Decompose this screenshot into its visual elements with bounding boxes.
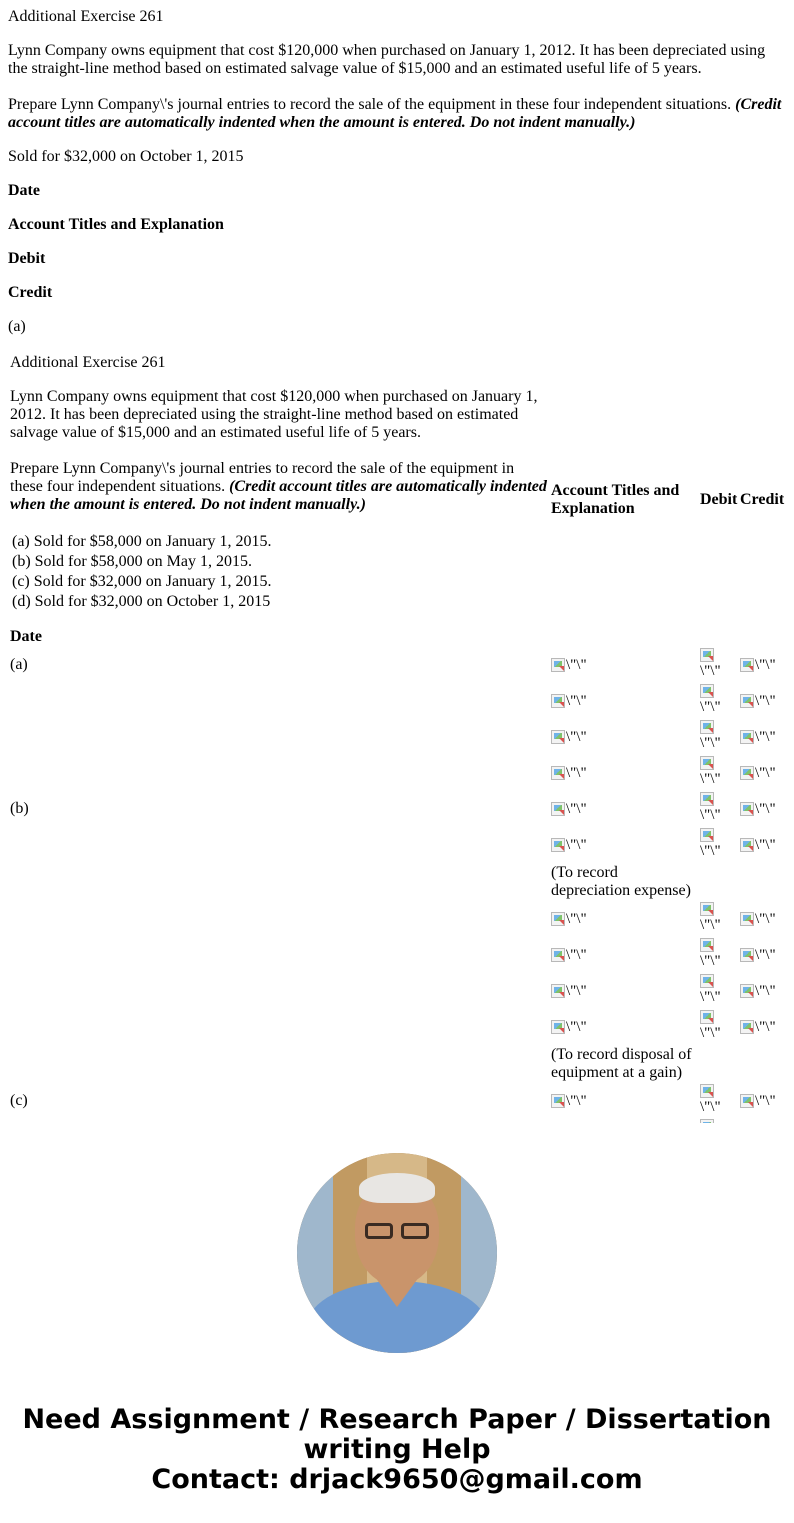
row-label-c: (c) bbox=[10, 1092, 28, 1109]
inner-intro: Lynn Company owns equipment that cost $120,000 when purchased on January 1, 2012. It has been depreciated using the straight-line method based on estimated salvage value of $15,000 and an estimated useful life of 5 years. bbox=[10, 388, 538, 441]
account-title-input[interactable]: \"\" bbox=[551, 693, 587, 709]
credit-input[interactable]: \"\" bbox=[740, 1093, 776, 1109]
account-title-input[interactable]: \"\" bbox=[551, 837, 587, 853]
debit-input[interactable]: \"\" bbox=[700, 1084, 724, 1114]
outer-instructions-plain: Prepare Lynn Company\'s journal entries to record the sale of the equipment in these four independent situations. bbox=[8, 96, 736, 113]
debit-input[interactable]: \"\" bbox=[700, 938, 724, 968]
account-title-input[interactable]: \"\" bbox=[551, 983, 587, 999]
inner-col-credit: Credit bbox=[740, 491, 785, 508]
situation-c: (c) Sold for $32,000 on January 1, 2015. bbox=[12, 573, 272, 590]
debit-input[interactable]: \"\" bbox=[700, 684, 724, 714]
credit-input[interactable]: \"\" bbox=[740, 801, 776, 817]
situations-list bbox=[12, 532, 272, 612]
credit-input[interactable]: \"\" bbox=[740, 1019, 776, 1035]
outer-row-label-a: (a) bbox=[8, 318, 26, 335]
row-label-b: (b) bbox=[10, 800, 29, 817]
inner-instructions-emphasis: (Credit account titles are automatically indented when the amount is entered. Do not indent manually.) bbox=[10, 478, 547, 513]
debit-input[interactable]: \"\" bbox=[700, 756, 724, 786]
inner-title: Additional Exercise 261 bbox=[10, 354, 166, 371]
outer-intro: Lynn Company owns equipment that cost $120,000 when purchased on January 1, 2012. It has been depreciated using the straight-line method based on estimated salvage value of $15,000 and an estimated useful life of 5 years. bbox=[8, 42, 766, 77]
author-avatar bbox=[297, 1153, 497, 1353]
outer-col-date: Date bbox=[8, 182, 40, 199]
debit-input[interactable]: \"\" bbox=[700, 648, 724, 678]
inner-col-account: Account Titles and Explanation bbox=[551, 482, 680, 517]
outer-situation: Sold for $32,000 on October 1, 2015 bbox=[8, 148, 244, 165]
outer-col-credit: Credit bbox=[8, 284, 53, 301]
outer-col-debit: Debit bbox=[8, 250, 46, 267]
credit-input[interactable]: \"\" bbox=[740, 693, 776, 709]
credit-input[interactable]: \"\" bbox=[740, 947, 776, 963]
row-label-a: (a) bbox=[10, 656, 28, 673]
inner-instructions bbox=[10, 460, 550, 514]
promo-contact: Contact: drjack9650@gmail.com bbox=[151, 1464, 643, 1495]
outer-col-account: Account Titles and Explanation bbox=[8, 216, 224, 233]
outer-instructions-emphasis: (Credit account titles are automatically indented when the amount is entered. Do not indent manually.) bbox=[8, 96, 782, 131]
credit-input[interactable]: \"\" bbox=[740, 729, 776, 745]
account-title-input[interactable]: \"\" bbox=[551, 765, 587, 781]
account-title-input[interactable]: \"\" bbox=[551, 1019, 587, 1035]
credit-input[interactable]: \"\" bbox=[740, 911, 776, 927]
credit-input[interactable]: \"\" bbox=[740, 983, 776, 999]
account-title-input[interactable]: \"\" bbox=[551, 1093, 587, 1109]
debit-input[interactable]: \"\" bbox=[700, 902, 724, 932]
account-title-input[interactable]: \"\" bbox=[551, 729, 587, 745]
promo-line-2: writing Help bbox=[303, 1434, 491, 1465]
promo-line-1: Need Assignment / Research Paper / Dissertation bbox=[22, 1404, 772, 1435]
outer-title: Additional Exercise 261 bbox=[8, 8, 164, 25]
account-title-input[interactable]: \"\" bbox=[551, 947, 587, 963]
account-title-input[interactable]: \"\" bbox=[551, 657, 587, 673]
debit-input[interactable] bbox=[700, 1119, 724, 1123]
avatar-glasses bbox=[363, 1223, 433, 1241]
credit-input[interactable]: \"\" bbox=[740, 765, 776, 781]
debit-input[interactable]: \"\" bbox=[700, 1010, 724, 1040]
debit-input[interactable]: \"\" bbox=[700, 720, 724, 750]
note-disposal: (To record disposal of equipment at a gain) bbox=[551, 1046, 692, 1081]
debit-input[interactable]: \"\" bbox=[700, 828, 724, 858]
inner-instructions-plain: Prepare Lynn Company\'s journal entries to record the sale of the equipment in these four independent situations. bbox=[10, 460, 515, 495]
note-depreciation: (To record depreciation expense) bbox=[551, 864, 691, 899]
debit-input[interactable]: \"\" bbox=[700, 792, 724, 822]
credit-input[interactable]: \"\" bbox=[740, 837, 776, 853]
situation-a: (a) Sold for $58,000 on January 1, 2015. bbox=[12, 533, 272, 550]
inner-col-date: Date bbox=[10, 628, 42, 645]
situation-d: (d) Sold for $32,000 on October 1, 2015 bbox=[12, 593, 271, 610]
situation-b: (b) Sold for $58,000 on May 1, 2015. bbox=[12, 553, 252, 570]
credit-input[interactable]: \"\" bbox=[740, 657, 776, 673]
debit-input[interactable]: \"\" bbox=[700, 974, 724, 1004]
account-title-input[interactable]: \"\" bbox=[551, 911, 587, 927]
avatar-hair bbox=[359, 1173, 435, 1203]
inner-col-debit: Debit bbox=[700, 491, 738, 508]
account-title-input[interactable]: \"\" bbox=[551, 801, 587, 817]
